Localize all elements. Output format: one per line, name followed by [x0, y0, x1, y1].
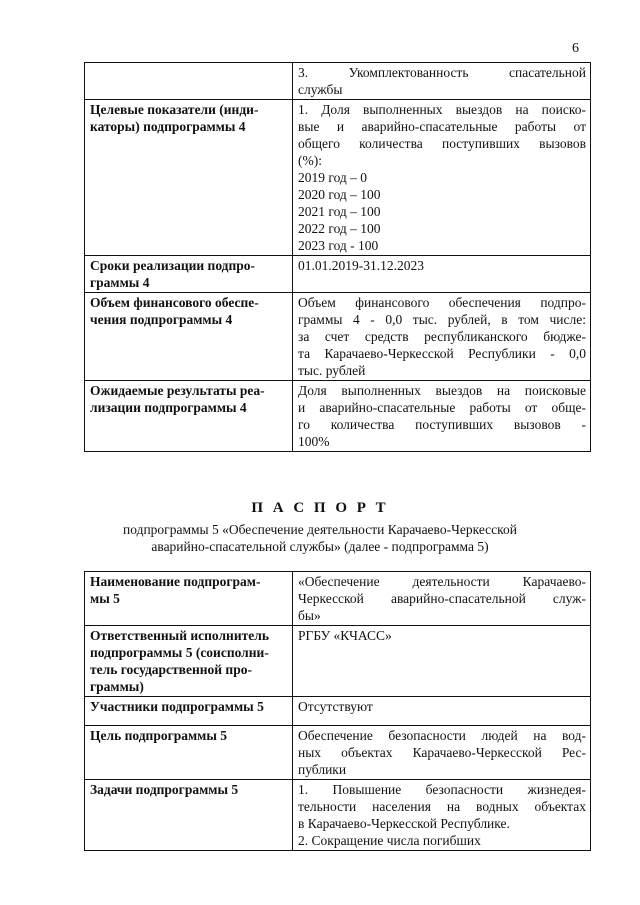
table-row [85, 100, 591, 256]
table-row [85, 256, 591, 293]
row-label: Задачи подпрограммы 5 [85, 780, 293, 851]
row-value: Доля выполненных выездов на поисковые и аварийно-спасательные работы от обще- го количества поступивших вызовов - 100% [293, 381, 591, 452]
row-value: 3. Укомплектованность спасательной службы [293, 63, 591, 100]
row-label: Участники подпрограммы 5 [85, 697, 293, 726]
row-label: Ожидаемые результаты реа- лизации подпрограммы 4 [85, 381, 293, 452]
table-row [85, 697, 591, 726]
row-label [85, 63, 293, 100]
table-row [85, 381, 591, 452]
row-value: РГБУ «КЧАСС» [293, 626, 591, 697]
subprogram-5-table [84, 571, 591, 851]
row-label: Ответственный исполнитель подпрограммы 5 (соисполни- тель государственной про- граммы) [85, 626, 293, 697]
row-value: 01.01.2019-31.12.2023 [293, 256, 591, 293]
row-value: 1. Повышение безопасности жизнедея- тельности населения на водных объектах в Карачаево-Черкесской Республике. 2. Сокращение числа погибших [293, 780, 591, 851]
page-number: 6 [572, 41, 579, 56]
passport-subtitle: подпрограммы 5 «Обеспечение деятельности Карачаево-Черкесской аварийно-спасательной службы» (далее - подпрограмма 5) [123, 522, 517, 554]
table-row [85, 780, 591, 851]
row-label: Цель подпрограммы 5 [85, 726, 293, 780]
table-row [85, 293, 591, 381]
table-row [85, 63, 591, 100]
row-value: Обеспечение безопасности людей на вод- ных объектах Карачаево-Черкесской Рес- публики [293, 726, 591, 780]
table-row [85, 726, 591, 780]
row-label: Наименование подпрограм- мы 5 [85, 572, 293, 626]
row-value: «Обеспечение деятельности Карачаево- Черкесской аварийно-спасательной служ- бы» [293, 572, 591, 626]
passport-title: П А С П О Р Т [251, 500, 389, 516]
table-row [85, 572, 591, 626]
row-label: Сроки реализации подпро- граммы 4 [85, 256, 293, 293]
row-label: Целевые показатели (инди- каторы) подпрограммы 4 [85, 100, 293, 256]
table-row [85, 626, 591, 697]
row-value: Объем финансового обеспечения подпро- граммы 4 - 0,0 тыс. рублей, в том числе: за счет средств республиканского бюдже- та Карачаево-Черкесской Республики - 0,0 тыс. рублей [293, 293, 591, 381]
row-value: Отсутствуют [293, 697, 591, 726]
row-label: Объем финансового обеспе- чения подпрограммы 4 [85, 293, 293, 381]
subprogram-4-table [84, 62, 591, 452]
row-value: 1. Доля выполненных выездов на поиско- вые и аварийно-спасательные работы от общего количества поступивших вызовов (%): 2019 год – 0 2020 год – 100 2021 год – 100 2022 год – 100 2023 год - 100 [293, 100, 591, 256]
